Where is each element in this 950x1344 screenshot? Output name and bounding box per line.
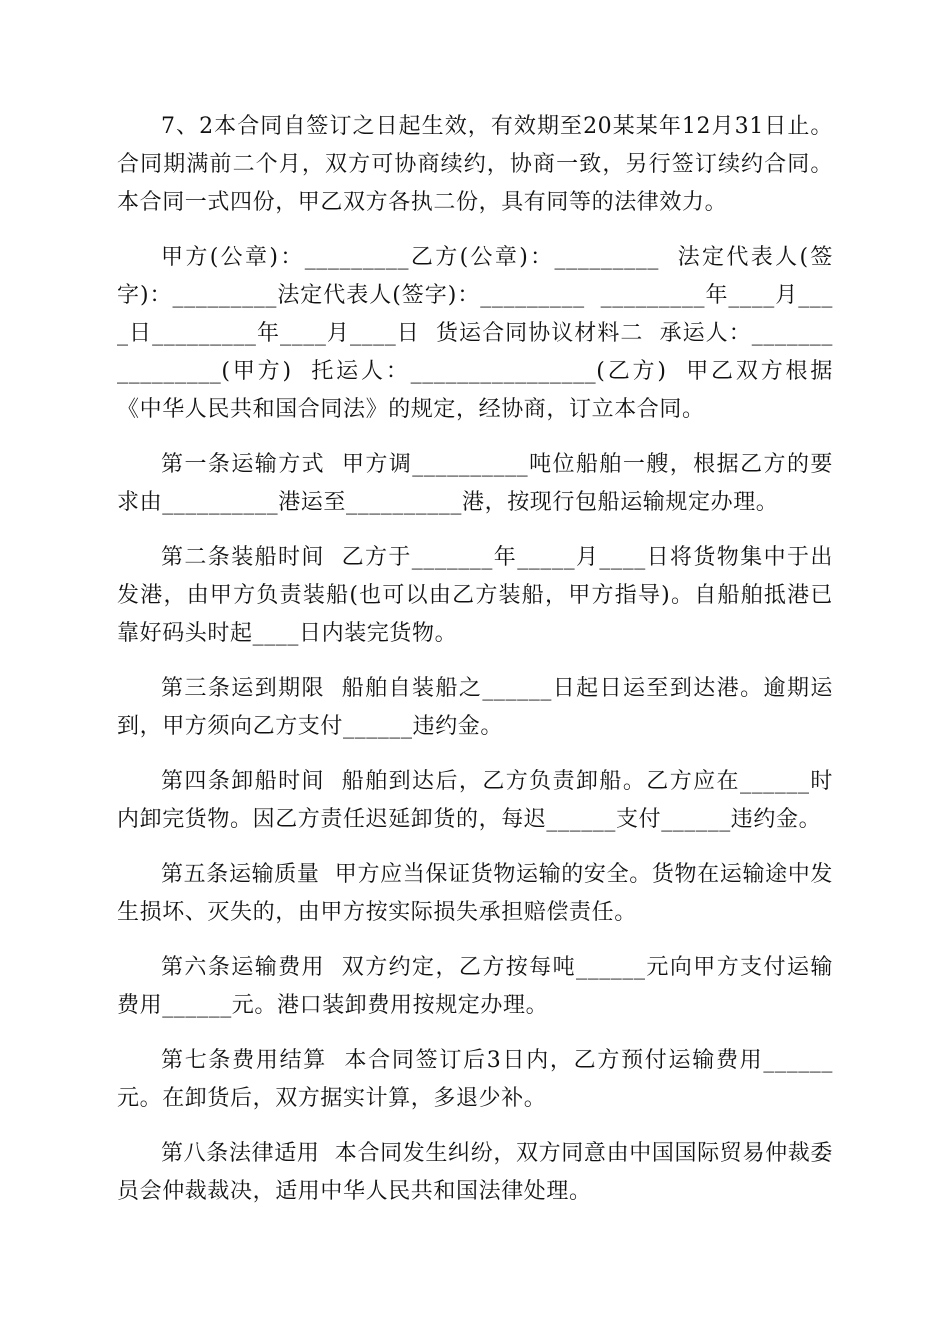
paragraph-article-5-transport-quality: 第五条运输质量 甲方应当保证货物运输的安全。货物在运输途中发生损坏、灭失的，由甲方按实际损失承担赔偿责任。 xyxy=(117,862,833,925)
paragraph-article-7-settlement: 第七条费用结算 本合同签订后3日内，乙方预付运输费用______元。在卸货后，双方据实计算，多退少补。 xyxy=(117,1048,833,1111)
document-page xyxy=(117,108,833,1228)
paragraph-validity-clause: 7、2本合同自签订之日起生效，有效期至20某某年12月31日止。合同期满前二个月，双方可协商续约，协商一致，另行签订续约合同。本合同一式四份，甲乙双方各执二份，具有同等的法律效力。 xyxy=(117,114,833,215)
paragraph-article-3-delivery-deadline: 第三条运到期限 船舶自装船之______日起日运至到达港。逾期运到，甲方须向乙方支付______违约金。 xyxy=(117,676,833,739)
paragraph-article-2-loading-time: 第二条装船时间 乙方于_______年_____月____日将货物集中于出发港，由甲方负责装船(也可以由乙方装船，甲方指导)。自船舶抵港已靠好码头时起____日内装完货物。 xyxy=(117,545,833,646)
paragraph-article-4-unloading-time: 第四条卸船时间 船舶到达后，乙方负责卸船。乙方应在______时内卸完货物。因乙方责任迟延卸货的，每迟______支付______违约金。 xyxy=(117,769,833,832)
paragraph-article-6-transport-fees: 第六条运输费用 双方约定，乙方按每吨______元向甲方支付运输费用______元。港口装卸费用按规定办理。 xyxy=(117,955,833,1018)
paragraph-article-1-transport-method: 第一条运输方式 甲方调__________吨位船舶一艘，根据乙方的要求由__________港运至__________港，按现行包船运输规定办理。 xyxy=(117,452,833,515)
paragraph-signature-block: 甲方(公章)：_________乙方(公章)：_________ 法定代表人(签字)：_________法定代表人(签字)：_________ _________年____月____日_________年____月____日 货运合同协议材料二 承运人：________________(甲方) 托运人：________________(乙方) 甲乙双方根据《中华人民共和国合同法》的规定，经协商，订立本合同。 xyxy=(117,245,833,422)
paragraph-article-8-applicable-law: 第八条法律适用 本合同发生纠纷，双方同意由中国国际贸易仲裁委员会仲裁裁决，适用中华人民共和国法律处理。 xyxy=(117,1141,833,1204)
